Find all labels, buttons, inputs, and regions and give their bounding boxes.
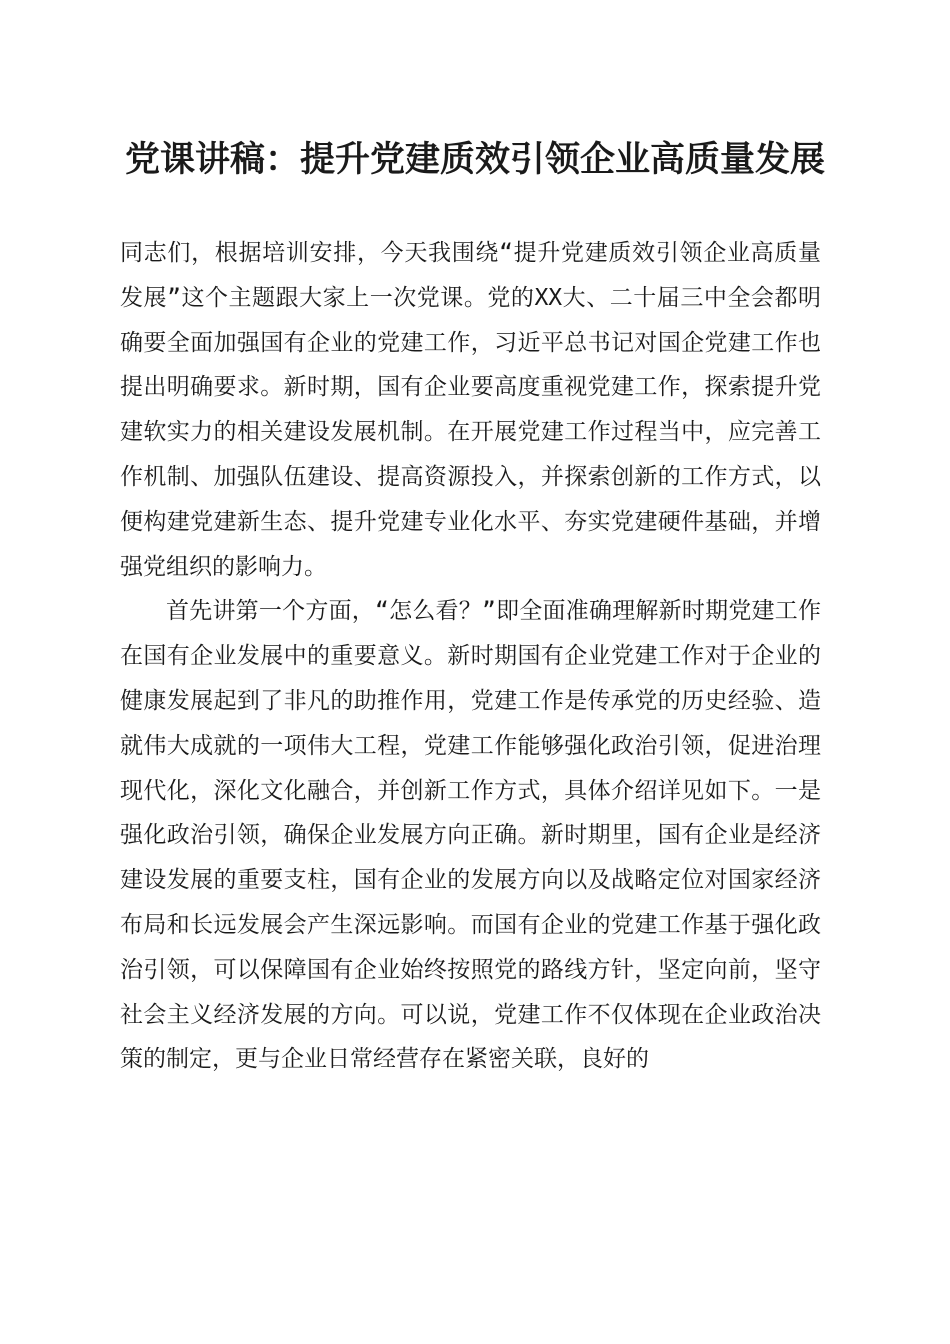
paragraph-intro: 同志们，根据培训安排，今天我围绕“提升党建质效引领企业高质量发展”这个主题跟大家上一次党课。党的XX大、二十届三中全会都明确要全面加强国有企业的党建工作，习近平总书记对国企党建工作也提出明确要求。新时期，国有企业要高度重视党建工作，探索提升党建软实力的相关建设发展机制。在开展党建工作过程当中，应完善工作机制、加强队伍建设、提高资源投入，并探索创新的工作方式，以便构建党建新生态、提升党建专业化水平、夯实党建硬件基础，并增强党组织的影响力。 <box>120 240 821 580</box>
paragraph-how-to-view: 首先讲第一个方面，“怎么看？”即全面准确理解新时期党建工作在国有企业发展中的重要意义。新时期国有企业党建工作对于企业的健康发展起到了非凡的助推作用，党建工作是传承党的历史经验、造就伟大成就的一项伟大工程，党建工作能够强化政治引领，促进治理现代化，深化文化融合，并创新工作方式，具体介绍详见如下。一是强化政治引领，确保企业发展方向正确。新时期里，国有企业是经济建设发展的重要支柱，国有企业的发展方向以及战略定位对国家经济布局和长远发展会产生深远影响。而国有企业的党建工作基于强化政治引领，可以保障国有企业始终按照党的路线方针，坚定向前，坚守社会主义经济发展的方向。可以说，党建工作不仅体现在企业政治决策的制定，更与企业日常经营存在紧密关联，良好的 <box>120 598 821 1073</box>
document-title: 党课讲稿：提升党建质效引领企业高质量发展 <box>124 139 825 180</box>
document-body <box>120 231 821 1082</box>
